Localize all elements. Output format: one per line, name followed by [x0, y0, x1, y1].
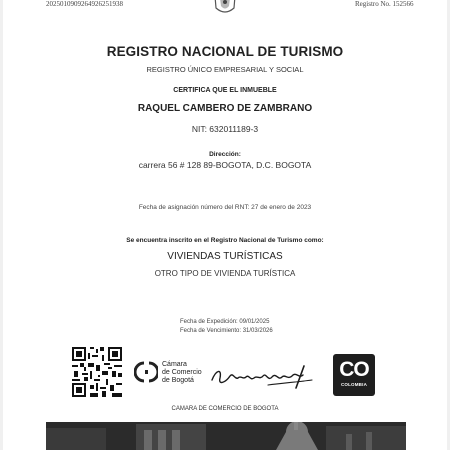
colombia-brand-badge	[333, 354, 375, 396]
certificate-title: REGISTRO NACIONAL DE TURISMO	[106, 44, 344, 59]
nit-number: NIT: 632011189-3	[191, 124, 259, 134]
issuer-footer: CAMARA DE COMERCIO DE BOGOTA	[171, 406, 279, 412]
category: VIVIENDAS TURÍSTICAS	[167, 251, 283, 262]
address-value: carrera 56 # 128 89-BOGOTA, D.C. BOGOTA	[138, 160, 312, 170]
co-letters: CO	[339, 358, 369, 381]
certifies-label: CERTIFICA QUE EL INMUEBLE	[173, 87, 277, 94]
national-seal-icon	[212, 0, 238, 16]
ccb-line-2: de Comercio	[162, 369, 202, 376]
registered-as-label: Se encuentra inscrito en el Registro Nacional de Turismo como:	[126, 237, 324, 244]
expiry-date: Fecha de Vencimiento: 31/03/2026	[180, 328, 273, 334]
owner-name: RAQUEL CAMBERO DE ZAMBRANO	[137, 103, 313, 114]
co-word: COLOMBIA	[340, 382, 368, 387]
document-code: 20250109092649262519​38	[46, 0, 123, 8]
address-label: Dirección:	[209, 151, 241, 158]
ccb-wordmark	[162, 361, 202, 385]
validity-dates	[180, 318, 273, 336]
qr-code-icon[interactable]	[72, 347, 122, 397]
subcategory: OTRO TIPO DE VIVIENDA TURÍSTICA	[154, 269, 296, 278]
ccb-logo-icon	[134, 360, 158, 384]
registry-number: Registro No. 152566	[355, 0, 414, 8]
ccb-line-1: Cámara	[162, 361, 187, 368]
city-photo-band-icon	[46, 422, 406, 450]
ccb-line-3: de Bogotá	[162, 377, 194, 384]
certificate-subtitle: REGISTRO ÚNICO EMPRESARIAL Y SOCIAL	[146, 65, 304, 74]
handwritten-signature-icon	[208, 358, 320, 392]
rnt-assignment-date: Fecha de asignación número del RNT: 27 de enero de 2023	[138, 204, 312, 211]
issue-date: Fecha de Expedición: 09/01/2025	[180, 319, 270, 325]
